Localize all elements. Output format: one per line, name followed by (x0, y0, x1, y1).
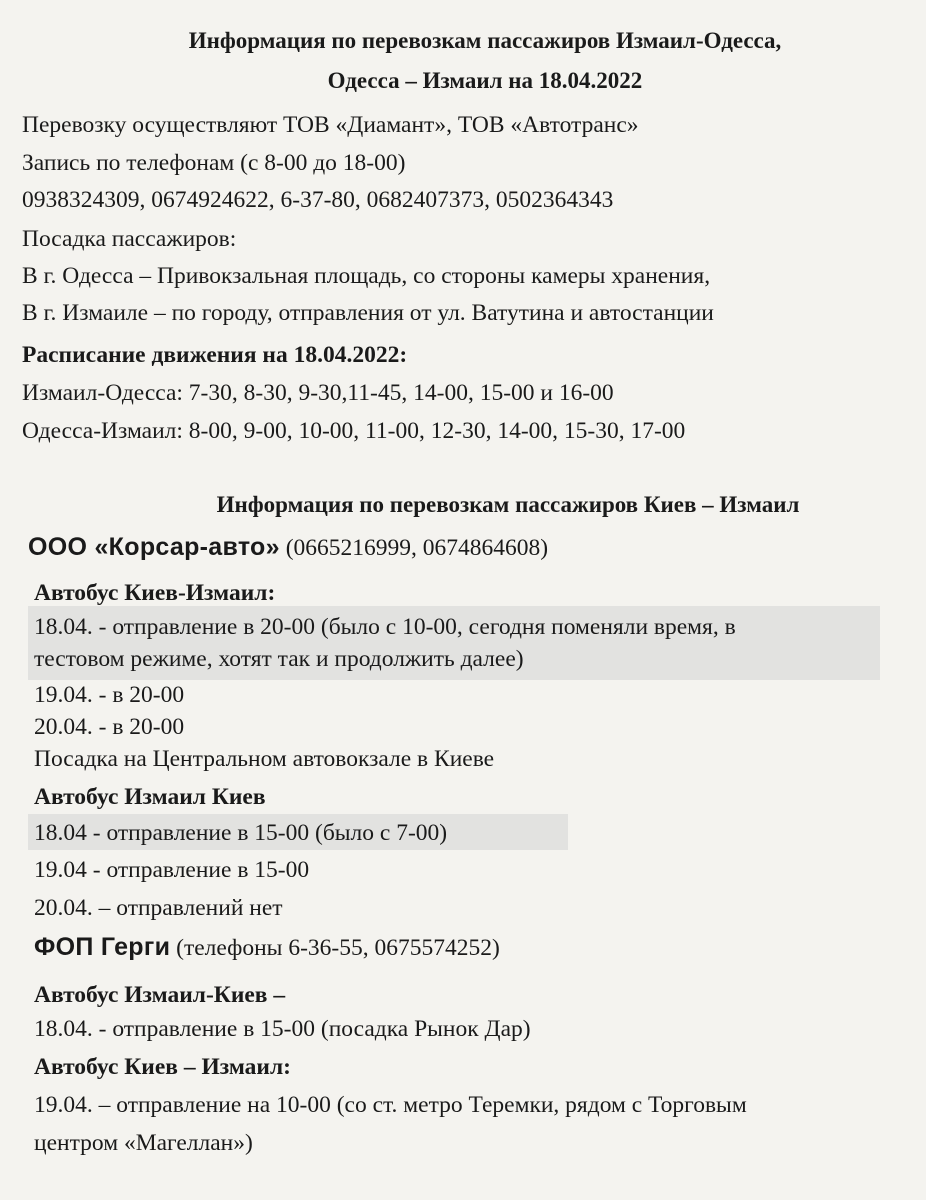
company1-name: ООО «Корсар-авто» (28, 533, 280, 561)
carriers-text: Перевозку осуществляют ТОВ «Диамант», ТОВ «Автотранс» (22, 112, 639, 138)
company1-bus1-line1: 18.04. - отправление в 20-00 (было с 10-00, сегодня поменяли время, в (34, 614, 736, 640)
section1-title-line1: Информация по перевозкам пассажиров Измаил-Одесса, (188, 28, 782, 53)
company1-bus1-line3: 19.04. - в 20-00 (34, 682, 185, 708)
schedule-odessa-izmail: Одесса-Измаил: 8-00, 9-00, 10-00, 11-00, 12-30, 14-00, 15-30, 17-00 (22, 418, 686, 444)
company1-bus1-title: Автобус Киев-Измаил: (34, 580, 276, 606)
schedule-title: Расписание движения на 18.04.2022: (22, 342, 408, 368)
boarding-odessa: В г. Одесса – Привокзальная площадь, со стороны камеры хранения, (22, 263, 711, 289)
company2-phones: (телефоны 6-36-55, 0675574252) (170, 935, 500, 961)
company2-bus2-line1: 19.04. – отправление на 10-00 (со ст. метро Теремки, рядом с Торговым (34, 1092, 747, 1118)
company1-bus2-line3: 20.04. – отправлений нет (34, 895, 283, 921)
phone-booking-text: Запись по телефонам (с 8-00 до 18-00) (22, 150, 406, 176)
schedule-izmail-odessa: Измаил-Одесса: 7-30, 8-30, 9-30,11-45, 14-00, 15-00 и 16-00 (22, 380, 614, 406)
company1-bus1-boarding: Посадка на Центральном автовокзале в Киеве (34, 746, 495, 772)
section1-title-line2: Одесса – Измаил на 18.04.2022 (327, 68, 643, 93)
phones-list: 0938324309, 0674924622, 6-37-80, 0682407373, 0502364343 (22, 187, 614, 213)
company1-bus2-line1: 18.04 - отправление в 15-00 (было с 7-00) (34, 820, 448, 846)
boarding-title: Посадка пассажиров: (22, 226, 237, 252)
company2-bus2-title: Автобус Киев – Измаил: (34, 1054, 291, 1080)
company2-header (34, 932, 926, 963)
company1-phones: (0665216999, 0674864608) (279, 535, 549, 561)
company2-bus1-title: Автобус Измаил-Киев – (34, 982, 286, 1008)
company2-bus1-line1: 18.04. - отправление в 15-00 (посадка Рынок Дар) (34, 1016, 531, 1042)
boarding-izmail: В г. Измаиле – по городу, отправления от ул. Ватутина и автостанции (22, 300, 714, 326)
company1-bus2-title: Автобус Измаил Киев (34, 784, 266, 810)
company2-bus2-line2: центром «Магеллан») (34, 1130, 253, 1156)
company1-header (28, 532, 926, 563)
company1-bus1-line4: 20.04. - в 20-00 (34, 714, 185, 740)
company2-name: ФОП Герги (34, 933, 171, 961)
company1-bus1-line2: тестовом режиме, хотят так и продолжить далее) (34, 646, 524, 672)
section2-title: Информация по перевозкам пассажиров Киев – Измаил (216, 492, 800, 517)
company1-bus2-line2: 19.04 - отправление в 15-00 (34, 857, 310, 883)
